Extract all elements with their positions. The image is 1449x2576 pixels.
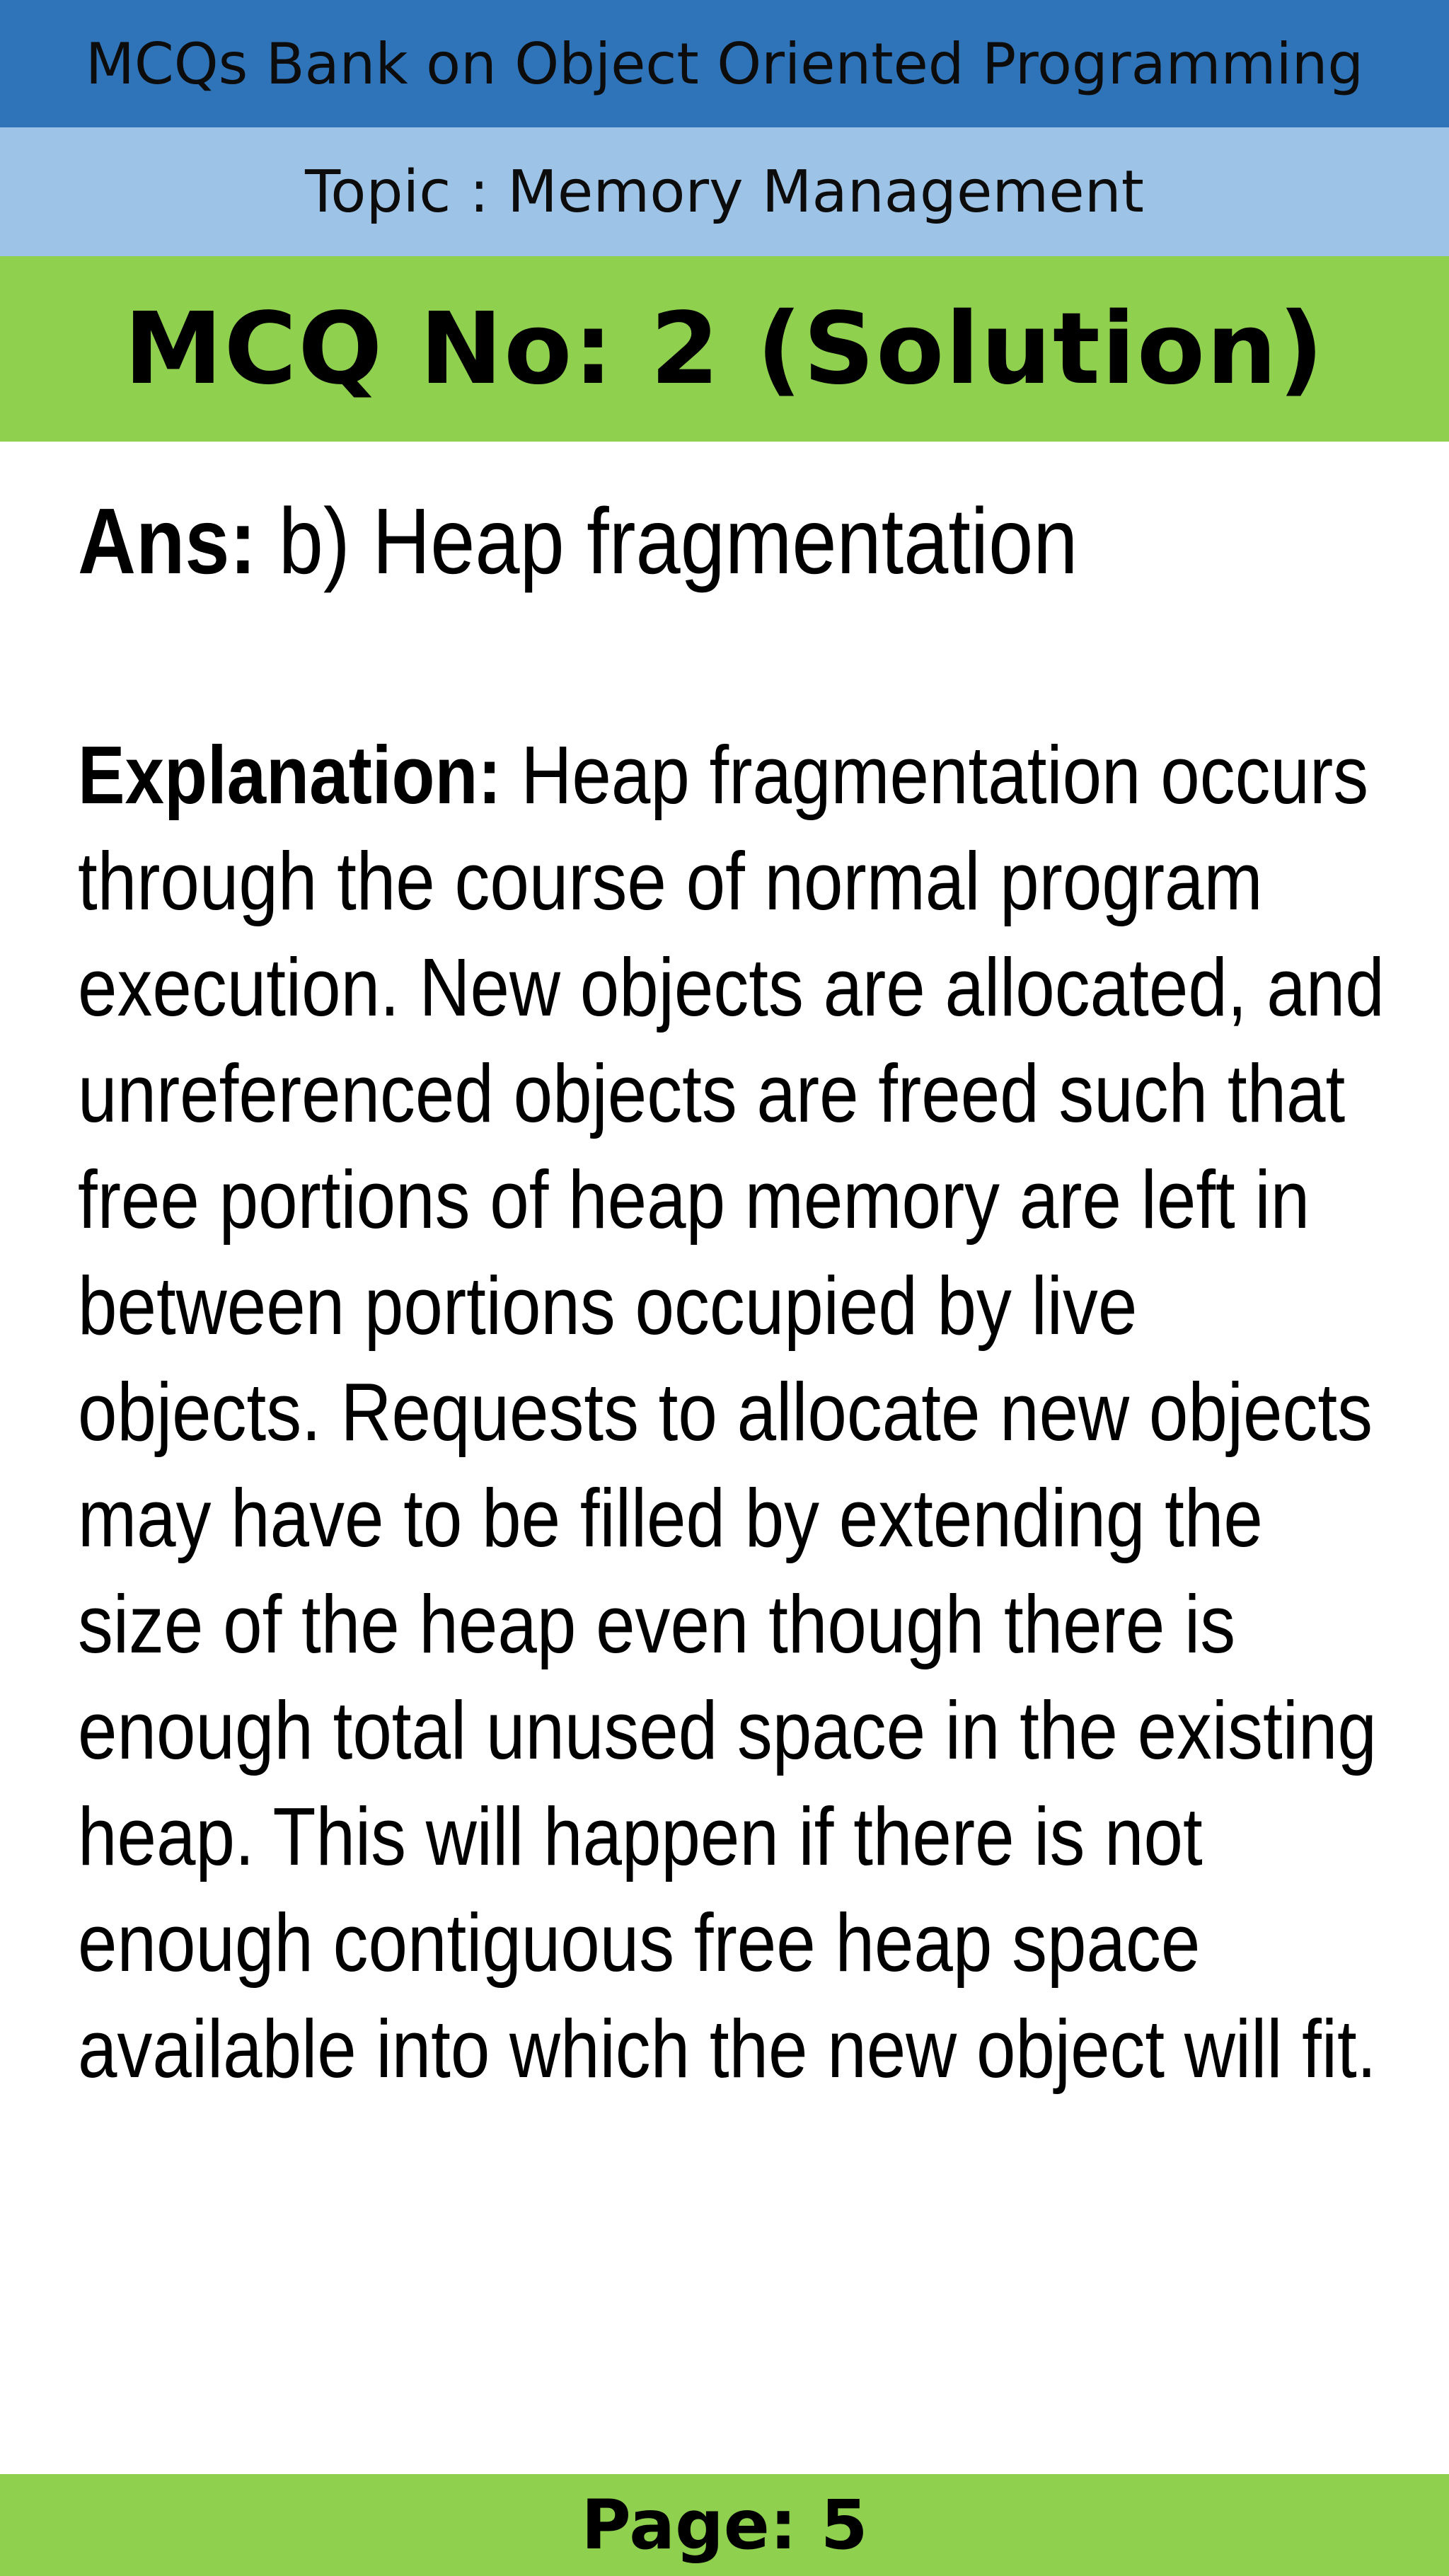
- bank-title: MCQs Bank on Object Oriented Programming: [85, 30, 1364, 97]
- answer-line: [78, 481, 1210, 602]
- solution-content: [78, 481, 1394, 2184]
- topic-title: Topic : Memory Management: [305, 158, 1144, 226]
- explanation-paragraph: [78, 722, 1394, 2102]
- explanation-label: Explanation:: [78, 729, 502, 821]
- answer-label: Ans:: [78, 489, 257, 593]
- answer-text: b) Heap fragmentation: [256, 489, 1078, 593]
- page-number: Page: 5: [581, 2485, 868, 2565]
- mcq-title: MCQ No: 2 (Solution): [124, 291, 1325, 407]
- mcq-title-banner: [0, 256, 1449, 442]
- bank-title-banner: [0, 0, 1449, 127]
- explanation-text: Heap fragmentation occurs through the course of normal program execution. New objects are allocated, and unreferenced objects are freed such that free portions of heap memory are left in between portions occupied by live objects. Requests to allocate new objects may have to be filled by extending the size of the heap even though there is enough total unused space in the existing heap. This will happen if there is not enough contiguous free heap space available into which the new object will fit.: [78, 729, 1385, 2095]
- footer-banner: [0, 2474, 1449, 2576]
- topic-banner: [0, 127, 1449, 256]
